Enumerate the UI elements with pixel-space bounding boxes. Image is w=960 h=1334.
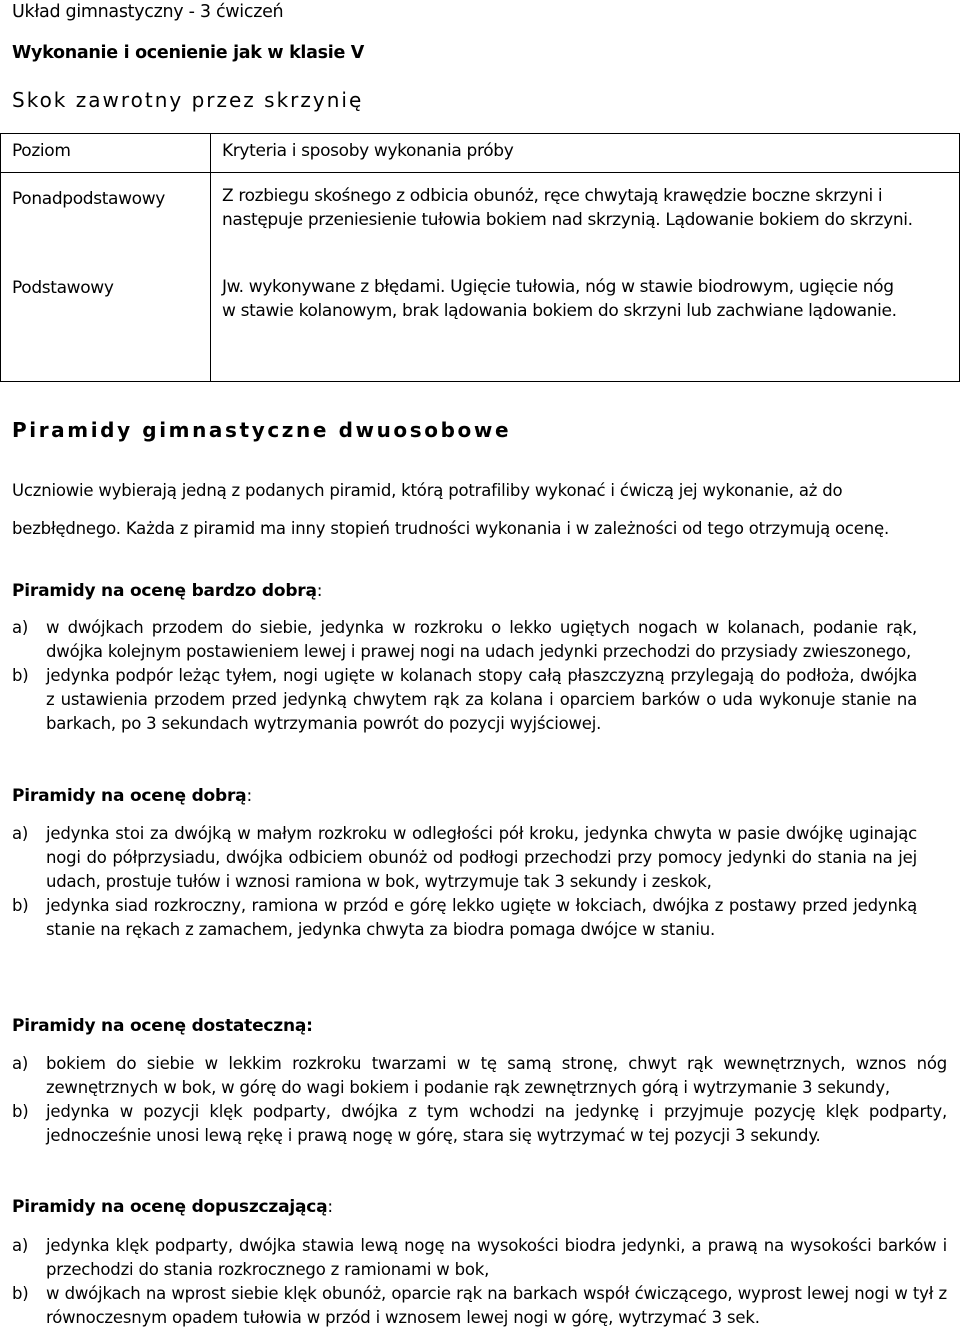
grade-heading — [12, 786, 252, 806]
level-cell — [1, 269, 211, 382]
grade-heading-colon: : — [327, 1197, 333, 1217]
item-text: bokiem do siebie w lekkim rozkroku twarzami w tę samą stronę, chwyt rąk wewnętrznych, wznos nóg zewnętrznych w bok, w górę do wagi bokiem i podanie rąk zewnętrznych górą i wytrzymanie 3 sekundy, — [46, 1054, 947, 1097]
header-cell-level — [1, 134, 211, 173]
grade-heading-colon: : — [246, 786, 252, 806]
grade-item-list — [12, 1234, 947, 1330]
list-item — [12, 1100, 947, 1148]
criteria-cell — [211, 269, 960, 382]
exercise-title: Skok zawrotny przez skrzynię — [12, 88, 364, 112]
grade-item-list — [12, 822, 917, 942]
criteria-text: Z rozbiegu skośnego z odbicia obunóż, ręce chwytają krawędzie boczne skrzyni i następuje przeniesienie tułowia bokiem nad skrzynią. Lądowanie bokiem do skrzyni. — [222, 186, 913, 230]
grade-heading-text: Piramidy na ocenę bardzo dobrą — [12, 581, 317, 601]
item-text: w dwójkach na wprost siebie klęk obunóż, oparcie rąk na barkach współ ćwiczącego, wyprost lewej nogi w tył z równoczesnym opadem tułowia w przód i wznosem lewej nogi w górę, wytrzymać 3 sek. — [46, 1284, 947, 1327]
item-marker: a) — [12, 618, 29, 637]
level-label: Ponadpodstawowy — [12, 189, 165, 209]
item-marker: a) — [12, 1054, 29, 1073]
item-marker: b) — [12, 1284, 29, 1303]
header-level-label: Poziom — [12, 141, 71, 161]
grade-heading — [12, 1016, 313, 1036]
item-marker: a) — [12, 824, 29, 843]
item-marker: b) — [12, 896, 29, 915]
list-item — [12, 664, 917, 736]
item-text: jedynka stoi za dwójką w małym rozkroku w odległości pół kroku, jedynka chwyta w pasie dwójkę uginając nogi do półprzysiadu, dwójka odbiciem obunóż od podłogi przechodzi przy pomocy jedynki do stania na jej udach, prostuje tułów i wznosi ramiona w bok, wytrzymuje tak 3 sekundy i zeskok, — [46, 824, 917, 891]
item-marker: a) — [12, 1236, 29, 1255]
header-criteria-label: Kryteria i sposoby wykonania próby — [222, 141, 514, 161]
item-text: jedynka podpór leżąc tyłem, nogi ugięte w kolanach stopy całą płaszczyzną przylegają do podłoża, dwójka z ustawienia przodem przed jedynką chwytem rąk za kolana i oparciem barków o uda wykonuje stanie na barkach, po 3 sekundach wytrzymania powrót do pozycji wyjściowej. — [46, 666, 917, 733]
grade-heading-text: Piramidy na ocenę dobrą — [12, 786, 247, 806]
item-text: jedynka siad rozkroczny, ramiona w przód e górę lekko ugięte w łokciach, dwójka z postawy przed jedynką stanie na rękach z zamachem, jedynka chwyta za biodra pomaga dwójce w staniu. — [46, 896, 917, 939]
level-cell — [1, 173, 211, 270]
grade-item-list — [12, 1052, 947, 1148]
criteria-table-row — [1, 269, 960, 382]
grade-heading — [12, 581, 322, 601]
document-subtitle-line: Wykonanie i ocenienie jak w klasie V — [12, 43, 365, 63]
list-item — [12, 894, 917, 942]
document-title-line: Układ gimnastyczny - 3 ćwiczeń — [12, 2, 284, 22]
list-item — [12, 1282, 947, 1330]
item-text: jedynka klęk podparty, dwójka stawia lewą nogę na wysokości biodra jedynki, a prawą na wysokości barków i przechodzi do stania rozkrocznego z ramionami w bok, — [46, 1236, 947, 1279]
item-marker: b) — [12, 1102, 29, 1121]
level-label: Podstawowy — [12, 278, 114, 298]
criteria-table-header-row — [1, 134, 960, 173]
criteria-table-row — [1, 173, 960, 270]
item-marker: b) — [12, 666, 29, 685]
criteria-text: Jw. wykonywane z błędami. Ugięcie tułowia, nóg w stawie biodrowym, ugięcie nóg w stawie kolanowym, brak lądowania bokiem do skrzyni lub zachwiane lądowanie. — [222, 277, 897, 321]
header-cell-criteria — [211, 134, 960, 173]
item-text: jedynka w pozycji klęk podparty, dwójka z tym wchodzi na jedynkę i przyjmuje pozycję klęk podparty, jednocześnie unosi lewą rękę i prawą nogę w górę, stara się wytrzymać w tej pozycji 3 sekundy. — [46, 1102, 947, 1145]
criteria-table — [0, 133, 960, 382]
list-item — [12, 822, 917, 894]
grade-item-list — [12, 616, 917, 736]
list-item — [12, 1052, 947, 1100]
intro-paragraph: Uczniowie wybierają jedną z podanych piramid, którą potrafiliby wykonać i ćwiczą jej wykonanie, aż do bezbłędnego. Każda z piramid ma inny stopień trudności wykonania i w zależności od tego otrzymują ocenę. — [12, 481, 890, 538]
grade-heading-text: Piramidy na ocenę dostateczną: — [12, 1016, 313, 1036]
grade-heading-text: Piramidy na ocenę dopuszczającą — [12, 1197, 328, 1217]
criteria-cell — [211, 173, 960, 270]
grade-heading-colon: : — [316, 581, 323, 601]
section-heading: Piramidy gimnastyczne dwuosobowe — [12, 418, 512, 442]
item-text: w dwójkach przodem do siebie, jedynka w rozkroku o lekko ugiętych nogach w kolanach, podanie rąk, dwójka kolejnym postawieniem lewej i prawej nogi na udach jedynki przechodzi do przysiady zwieszonego, — [46, 618, 917, 661]
list-item — [12, 616, 917, 664]
list-item — [12, 1234, 947, 1282]
grade-heading — [12, 1197, 333, 1217]
